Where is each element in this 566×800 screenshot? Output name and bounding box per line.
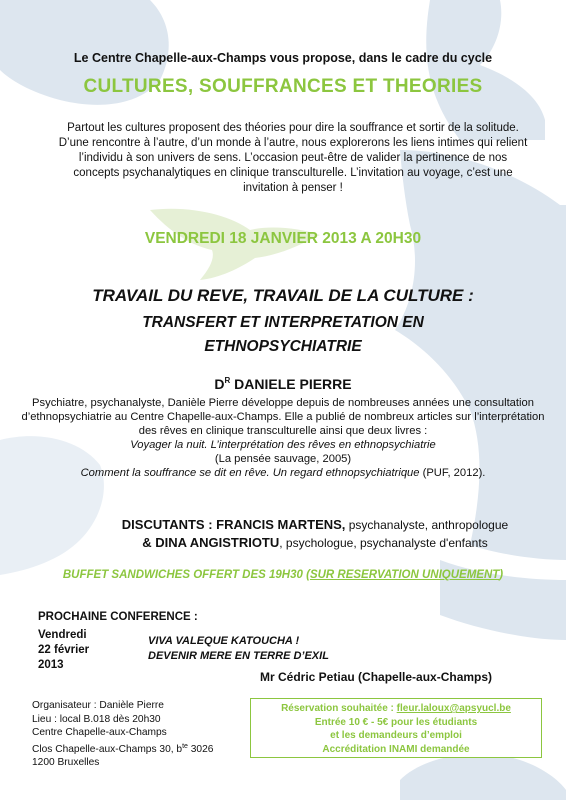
- city-line: 1200 Bruxelles: [32, 757, 100, 768]
- discussant2-role: , psychologue, psychanalyste d'enfants: [279, 536, 488, 550]
- price-line: Entrée 10 € - 5€ pour les étudiants: [314, 716, 478, 728]
- address-line: Clos Chapelle-aux-Champs 30, $b^{te}$ 3026: [32, 742, 214, 755]
- discussant1-name: DISCUTANTS : FRANCIS MARTENS,: [121, 517, 346, 532]
- book1-title: Voyager la nuit. L’interprétation des rêves en ethnopsychiatrie: [130, 439, 436, 451]
- next-day: Vendredi: [38, 629, 87, 641]
- book1-publisher: (La pensée sauvage, 2005): [214, 453, 352, 465]
- reservation-box: [250, 698, 542, 758]
- speaker-name-text: DANIELE PIERRE: [230, 376, 352, 392]
- next-title-line1: VIVA VALEQUE KATOUCHA !: [148, 635, 300, 647]
- next-conference-date: [38, 628, 118, 673]
- event-title-line3: ETHNOPSYCHIATRIE: [204, 338, 362, 355]
- next-presenter: Mr Cédric Petiau (Chapelle-aux-Champs): [260, 670, 493, 684]
- next-title-line2: DEVENIR MERE EN TERRE D’EXIL: [148, 650, 329, 662]
- reservation-email-link[interactable]: fleur.laloux@apsyucl.be: [396, 703, 511, 714]
- venue-line: Lieu : local B.018 dès 20h30: [32, 713, 161, 725]
- next-conference-heading: PROCHAINE CONFERENCE :: [38, 611, 198, 623]
- event-title-line2: TRANSFERT ET INTERPRETATION EN: [142, 314, 424, 331]
- buffet-text: BUFFET SANDWICHES OFFERT DES 19H30 (: [62, 569, 310, 581]
- speaker-prefix-sup: R: [224, 376, 231, 385]
- organizer-line: Organisateur : Danièle Pierre: [32, 700, 164, 711]
- cycle-title: CULTURES, SOUFFRANCES ET THEORIES: [83, 76, 483, 97]
- speaker-prefix: D: [214, 376, 225, 392]
- book2-publisher: (PUF, 2012).: [419, 467, 486, 479]
- discussants: [90, 516, 540, 552]
- buffet-close: ): [499, 569, 504, 581]
- description-paragraph: Partout les cultures proposent des théories pour dire la souffrance et sortir de la solitude. D’une rencontre à l’autre, d’un monde à l’autre, nous explorerons les liens intimes qui relient l’individu à son univers de sens. L’occasion peut-être de valider la pertinence de nos concepts psychanalytiques en clinique transculturelle. L’invitation au voyage, c’est une invitation à penser !: [58, 122, 528, 194]
- event-title-line1: TRAVAIL DU REVE, TRAVAIL DE LA CULTURE :: [92, 286, 474, 305]
- next-date: 22 février: [38, 644, 90, 656]
- speaker-name: [0, 376, 566, 392]
- accreditation-line: Accréditation INAMI demandée: [322, 743, 470, 755]
- discussant2-name: & DINA ANGISTRIOTU: [142, 535, 280, 550]
- bio-text: Psychiatre, psychanalyste, Danièle Pierre développe depuis de nombreuses années une consultation d’ethnopsychiatrie au Centre Chapelle-aux-Champs. Elle a publié de nombreux articles sur l’interprétation des rêves en clinique transculturelle ainsi que deux livres :: [21, 397, 545, 437]
- reservation-label: Réservation souhaitée :: [281, 703, 397, 714]
- discussant1-role: psychanalyste, anthropologue: [345, 518, 509, 532]
- next-year: 2013: [38, 659, 64, 671]
- buffet-reservation-note: SUR RESERVATION UNIQUEMENT: [309, 569, 500, 581]
- price-line-2: et les demandeurs d’emploi: [330, 730, 462, 741]
- intro-text: Le Centre Chapelle-aux-Champs vous propose, dans le cadre du cycle: [73, 51, 493, 65]
- speaker-bio: [20, 396, 546, 480]
- centre-line: Centre Chapelle-aux-Champs: [32, 727, 167, 738]
- book2-title: Comment la souffrance se dit en rêve. Un regard ethnopsychiatrique: [80, 467, 420, 479]
- event-date: VENDREDI 18 JANVIER 2013 A 20H30: [144, 230, 422, 247]
- buffet-notice: [0, 569, 566, 581]
- organizer-info: [32, 699, 213, 770]
